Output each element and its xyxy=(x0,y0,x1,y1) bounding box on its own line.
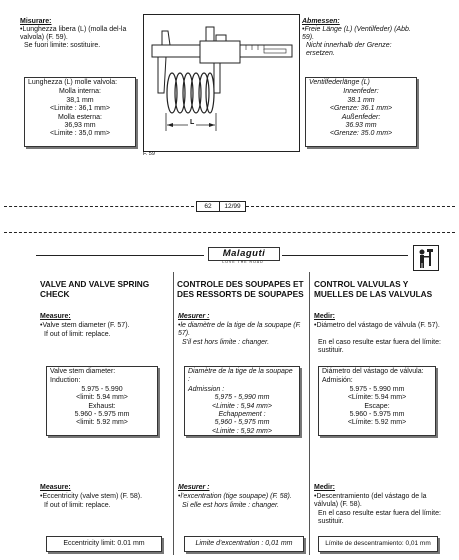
col1-spec-intake-value: 5.975 - 5.990 xyxy=(81,385,123,393)
col1-note1: If out of limit: replace. xyxy=(44,331,111,338)
page-date: 12/99 xyxy=(224,203,241,210)
col3-spec-box xyxy=(318,366,436,436)
german-spec-outer-label: Außenfeder: xyxy=(341,113,381,121)
german-spec-outer-limit: <Grenze: 35.0 mm> xyxy=(329,130,393,138)
italian-spec-outer-limit: <Limite : 35,0 mm> xyxy=(50,130,110,138)
col3-item1: • Diámetro del vástago de válvula (F. 57). xyxy=(314,322,442,330)
col2-spec-intake-label: Admission : xyxy=(188,385,225,393)
col1-spec-box xyxy=(46,366,158,436)
col3-spec-exhaust-value: 5.960 - 5.975 mm xyxy=(349,411,405,419)
logo-tagline: LOVE THE ROAD xyxy=(222,260,264,264)
german-heading: Abmessen: xyxy=(302,18,340,25)
col3-limit-box xyxy=(318,536,438,552)
col3-spec-intake-value: 5.975 - 5.990 mm xyxy=(349,385,405,393)
col2-title: CONTROLE DES SOUPAPES ET DES RESSORTS DE SOUPAPES xyxy=(177,279,304,299)
caliper-spring-illustration xyxy=(144,15,299,151)
italian-heading: Misurare: xyxy=(20,18,52,25)
col3-spec-intake-limit: <Límite: 5.94 mm> xyxy=(347,394,407,402)
spring-measurement-figure xyxy=(143,14,300,152)
col1-title: VALVE AND VALVE SPRING CHECK xyxy=(40,279,150,299)
col1-note2: If out of limit: replace. xyxy=(44,502,111,509)
italian-spec-outer-label: Molla esterna: xyxy=(58,113,102,121)
col2-limit: Limite d'excentration : 0,01 mm xyxy=(195,540,293,547)
col3-heading2: Medir: xyxy=(314,484,335,491)
col3-spec-intake-label: Admisión: xyxy=(322,377,353,385)
col3-note2: En el caso resulte estar fuera del límite: sustituir. xyxy=(318,510,441,525)
malaguti-logo: Malaguti xyxy=(208,247,280,261)
italian-spec-inner-label: Molla interna: xyxy=(58,88,102,96)
col3-spec-exhaust-limit: <Límite: 5.92 mm> xyxy=(347,419,407,427)
italian-spec-title: Lunghezza (L) molle valvola: xyxy=(28,79,118,86)
col3-title: CONTROL VALVULAS Y MUELLES DE LAS VALVULAS xyxy=(314,279,433,299)
col2-spec-exhaust-value: 5,960 - 5,975 mm xyxy=(214,419,270,427)
service-tools-icon xyxy=(413,245,439,271)
col1-spec-exhaust-limit: <limit: 5.92 mm> xyxy=(76,419,128,427)
col2-spec-title: Diamètre de la tige de la soupape : xyxy=(188,368,293,384)
column-divider-2 xyxy=(309,272,310,555)
col1-limit-box xyxy=(46,536,162,552)
col3-item2: • Descentramiento (del vástago de la válvula) (F. 58). xyxy=(314,493,442,509)
col1-spec-exhaust-value: 5.960 - 5.975 mm xyxy=(74,411,130,419)
german-spec-inner-value: 38.1 mm xyxy=(347,96,375,104)
col1-spec-exhaust-label: Exhaust: xyxy=(88,402,116,410)
col1-item1: • Valve stem diameter (F. 57). xyxy=(40,322,168,330)
footer-rule-right xyxy=(246,206,455,207)
col2-heading2: Mesurer : xyxy=(178,484,210,491)
col2-item2: • l'excentration (tige soupape) (F. 58). xyxy=(178,493,306,501)
col3-heading1: Medir: xyxy=(314,313,335,320)
col2-heading1: Mesurer : xyxy=(178,313,210,320)
col2-limit-box xyxy=(184,536,304,552)
section-top-rule xyxy=(4,232,455,233)
figure-label: F. 59 xyxy=(143,151,155,157)
logo-rule-right xyxy=(282,255,408,256)
col2-note2: Si elle est hors limite : changer. xyxy=(182,502,280,509)
german-spec-inner-label: Innenfeder: xyxy=(343,88,379,96)
italian-note: Se fuori limite: sostituire. xyxy=(24,42,101,49)
italian-item: • Lunghezza libera (L) (molla del-la valvola) (F. 59). xyxy=(20,26,138,42)
col3-note1: En el caso resulte estar fuera del límite: sustituir. xyxy=(318,339,441,354)
col1-heading1: Measure: xyxy=(40,313,71,320)
col1-spec-title: Valve stem diameter: xyxy=(50,368,116,375)
german-spec-inner-limit: <Grenze: 36.1 mm> xyxy=(329,105,393,113)
col2-spec-exhaust-limit: <Limite : 5,92 mm> xyxy=(212,427,272,435)
col1-heading2: Measure: xyxy=(40,484,71,491)
col1-spec-intake-limit: <limit: 5.94 mm> xyxy=(76,394,128,402)
col1-item2: • Eccentricity (valve stem) (F. 58). xyxy=(40,493,168,501)
german-note: Nicht innerhalb der Grenze: ersetzen. xyxy=(306,42,392,57)
col3-spec-title: Diámetro del vástago de válvula: xyxy=(322,368,424,375)
page-number: 62 xyxy=(197,202,220,211)
col2-spec-box xyxy=(184,366,300,436)
german-spec-title: Ventilfederlänge (L) xyxy=(309,79,370,86)
col2-note1: S'il est hors limite : changer. xyxy=(182,339,270,346)
col1-spec-intake-label: Induction: xyxy=(50,377,81,385)
dimension-l-label: L xyxy=(190,119,195,126)
col2-spec-exhaust-label: Echappement : xyxy=(218,411,266,419)
italian-spec-box xyxy=(24,77,136,147)
column-divider-1 xyxy=(173,272,174,555)
col2-spec-intake-value: 5,975 - 5,990 mm xyxy=(214,394,270,402)
german-spec-outer-value: 36.93 mm xyxy=(345,122,377,130)
col1-limit: Eccentricity limit: 0.01 mm xyxy=(63,540,145,547)
italian-spec-inner-limit: <Limite : 36,1 mm> xyxy=(50,105,110,113)
italian-spec-inner-value: 38,1 mm xyxy=(66,96,94,104)
german-spec-box xyxy=(305,77,417,147)
german-item: • Freie Länge (L) (Ventilfeder) (Abb. 59). xyxy=(302,26,420,42)
logo-rule-left xyxy=(36,255,204,256)
italian-spec-outer-value: 36,93 mm xyxy=(64,122,96,130)
col3-limit: Límite de descentramiento: 0,01 mm xyxy=(325,540,431,547)
col2-spec-intake-limit: <Limite : 5,94 mm> xyxy=(212,402,272,410)
col2-item1: • le diamètre de la tige de la soupape (F. 57). xyxy=(178,322,306,338)
footer-rule-left xyxy=(4,206,194,207)
page-number-box xyxy=(196,201,246,212)
col3-spec-exhaust-label: Escape: xyxy=(364,402,390,410)
